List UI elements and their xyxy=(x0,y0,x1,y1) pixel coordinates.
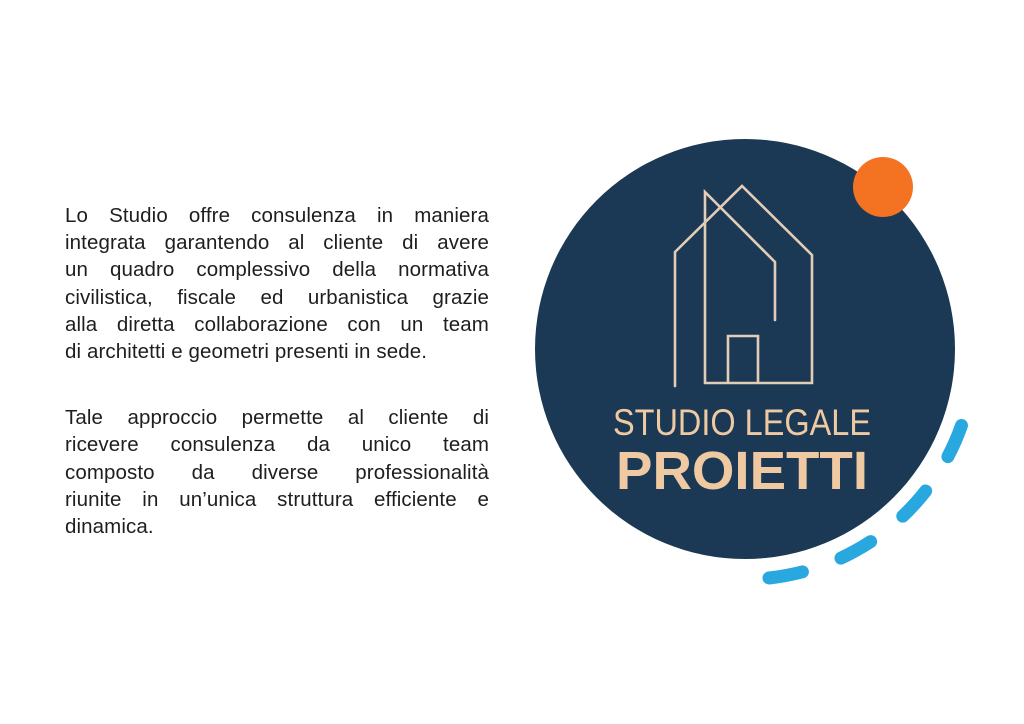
logo-title-proietti: PROIETTI xyxy=(616,441,868,501)
text-line: dinamica. xyxy=(65,515,154,539)
text-line: di architetti e geometri presenti in sede. xyxy=(65,340,427,364)
text-line: Lo Studio offre consulenza in maniera xyxy=(65,204,489,227)
text-line: un quadro complessivo della normativa xyxy=(65,258,489,282)
text-line: alla diretta collaborazione con un team xyxy=(65,312,489,336)
logo-title-studio-legale: STUDIO LEGALE xyxy=(613,402,871,443)
text-line: composto da diverse professionalità xyxy=(65,460,489,484)
text-line: Tale approccio permette al cliente di xyxy=(65,406,489,430)
text-line: ricevere consulenza da unico team xyxy=(65,433,489,457)
text-line: integrata garantendo al cliente di avere xyxy=(65,231,489,255)
text-line: civilistica, fiscale ed urbanistica grazie xyxy=(65,285,489,309)
text-line: riunite in un’unica struttura efficiente e xyxy=(65,487,489,511)
orange-dot-icon xyxy=(853,157,913,217)
